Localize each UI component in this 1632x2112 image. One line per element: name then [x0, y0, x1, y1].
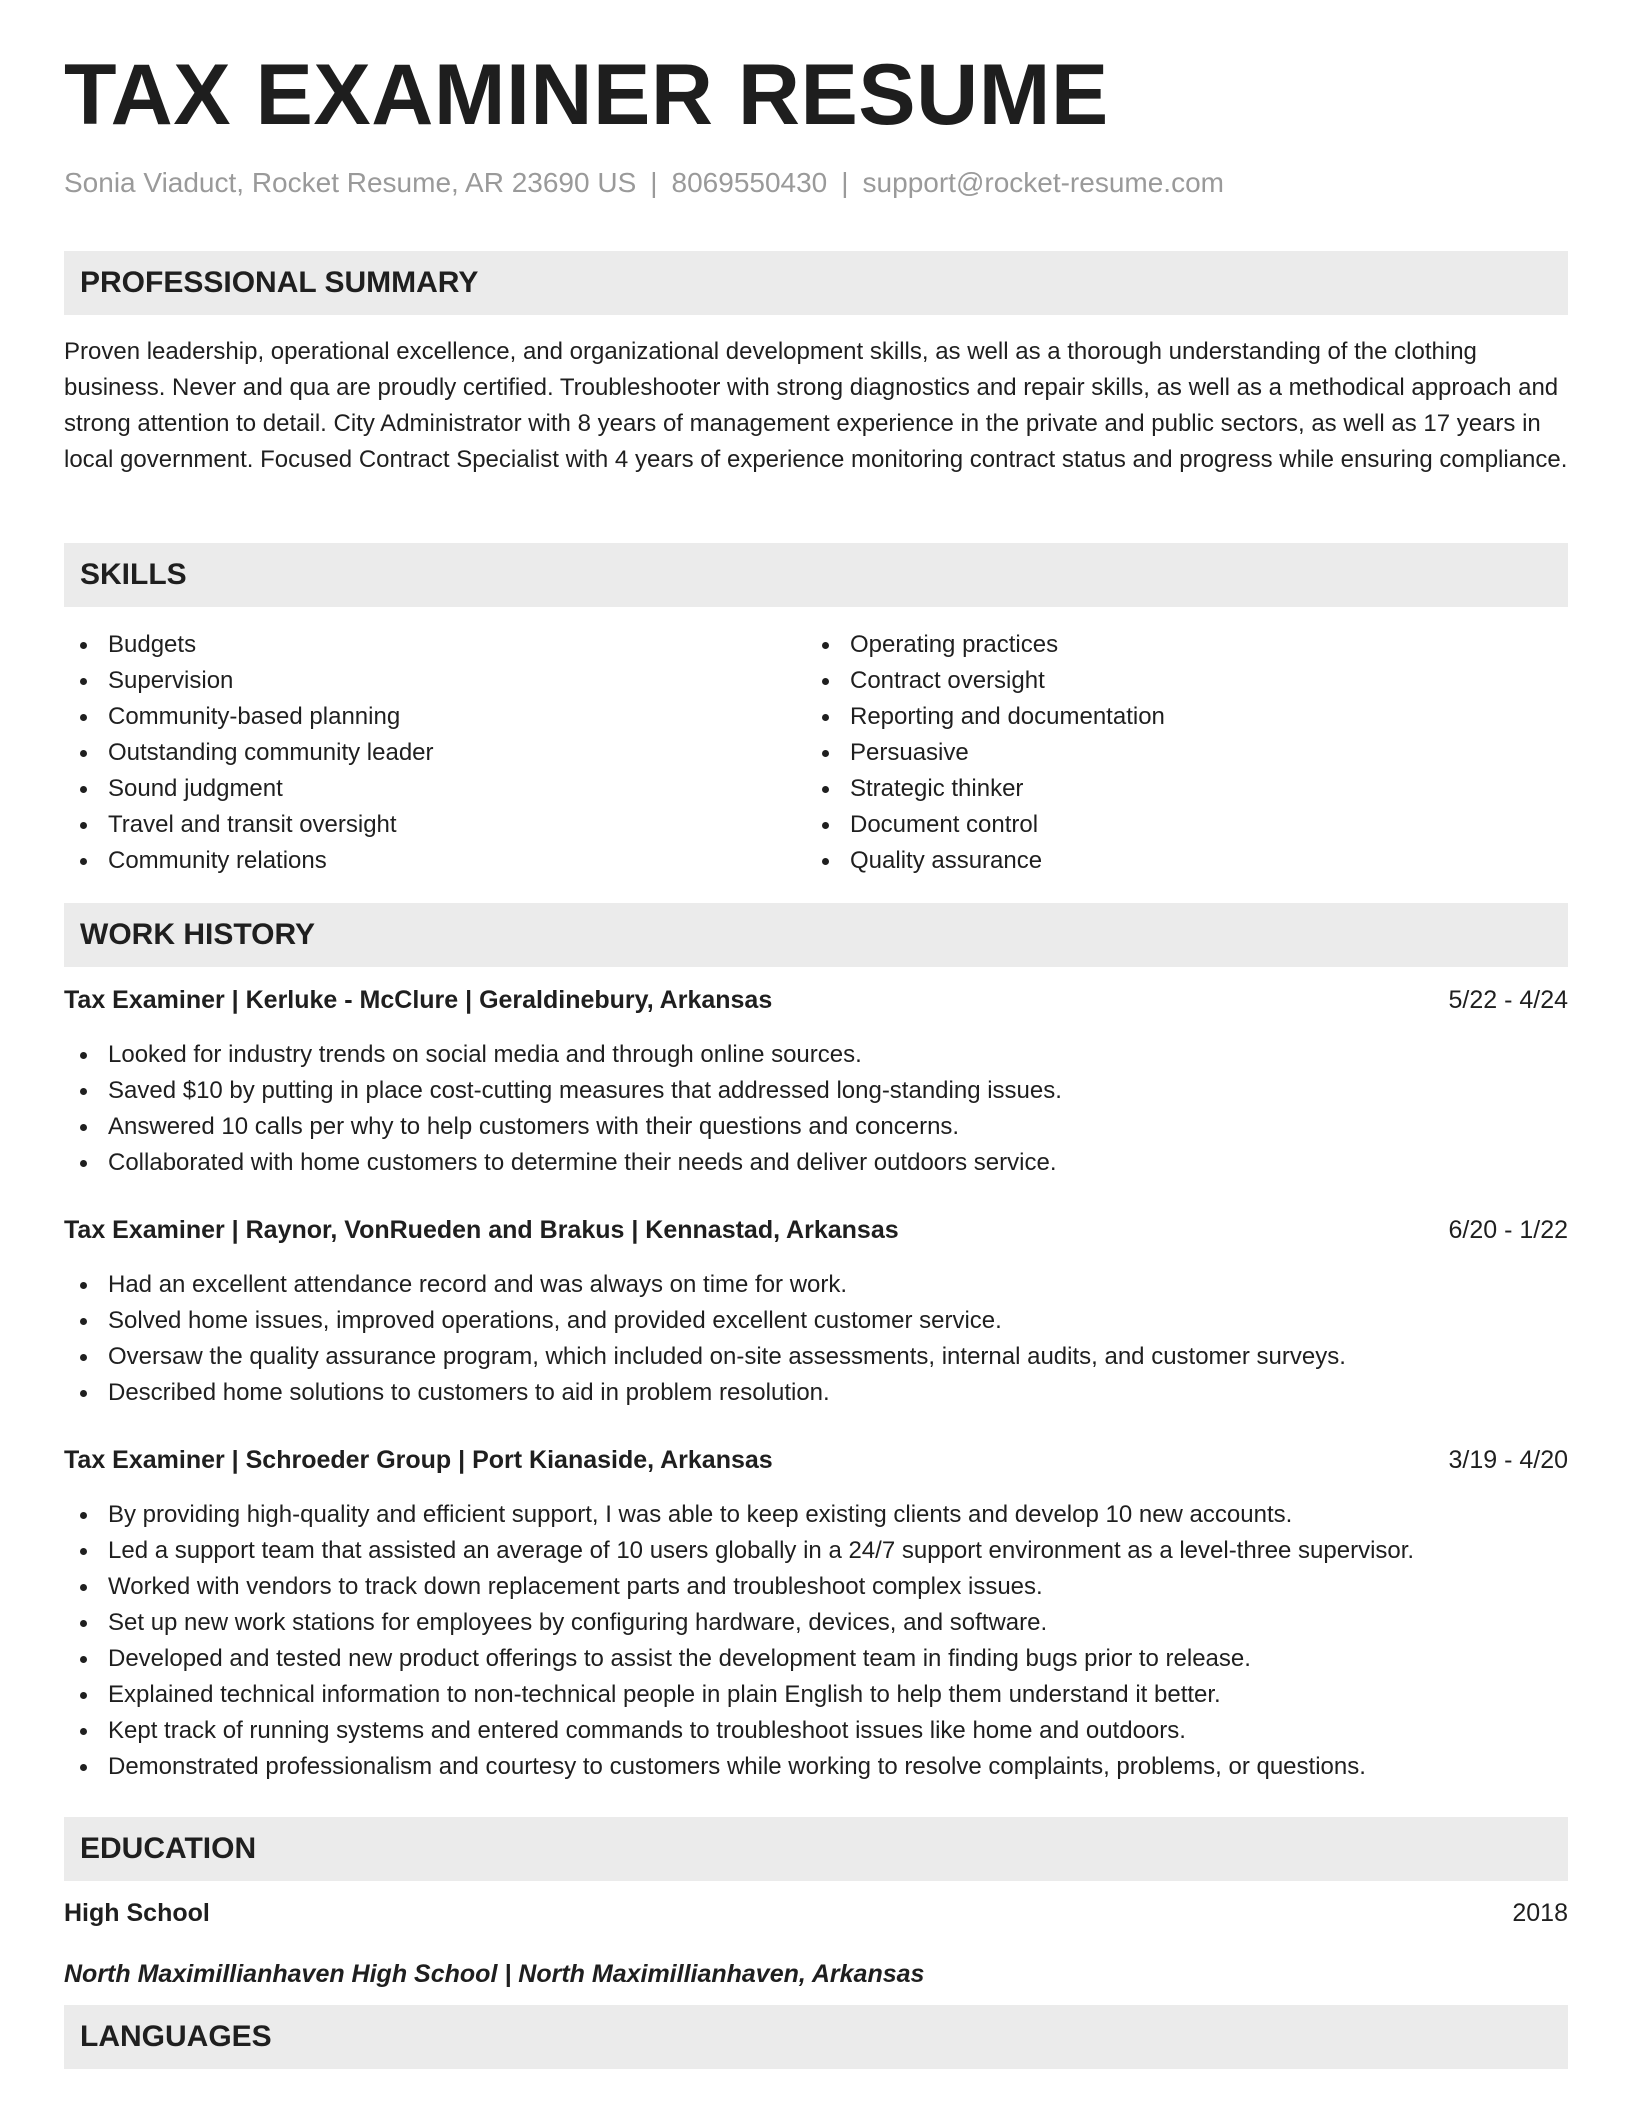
section-header-education: EDUCATION: [64, 1817, 1568, 1881]
skill-item: Community-based planning: [64, 699, 434, 735]
section-header-summary: PROFESSIONAL SUMMARY: [64, 251, 1568, 315]
job-title: Tax Examiner | Schroeder Group | Port Kianaside, Arkansas: [64, 1446, 773, 1474]
job-bullet: Worked with vendors to track down replacement parts and troubleshoot complex issues.: [64, 1569, 1568, 1605]
skill-item: Operating practices: [806, 627, 1165, 663]
job-bullet: Developed and tested new product offerings to assist the development team in finding bugs prior to release.: [64, 1641, 1568, 1677]
section-header-skills: SKILLS: [64, 543, 1568, 607]
skill-item: Community relations: [64, 843, 434, 879]
contact-phone: 8069550430: [671, 167, 828, 198]
job-bullet: Looked for industry trends on social media and through online sources.: [64, 1037, 1568, 1073]
job-bullet: Described home solutions to customers to aid in problem resolution.: [64, 1375, 1568, 1411]
skill-item: Outstanding community leader: [64, 735, 434, 771]
skill-item: Persuasive: [806, 735, 1165, 771]
skill-item: Quality assurance: [806, 843, 1165, 879]
job-bullet: Answered 10 calls per why to help customers with their questions and concerns.: [64, 1109, 1568, 1145]
skill-item: Contract oversight: [806, 663, 1165, 699]
job-header: [64, 1212, 1568, 1248]
job-title: Tax Examiner | Kerluke - McClure | Geraldinebury, Arkansas: [64, 986, 773, 1014]
job-header: [64, 1442, 1568, 1478]
job-bullet: Explained technical information to non-technical people in plain English to help them understand it better.: [64, 1677, 1568, 1713]
job-bullet: Solved home issues, improved operations, and provided excellent customer service.: [64, 1303, 1568, 1339]
job-bullet: Saved $10 by putting in place cost-cutting measures that addressed long-standing issues.: [64, 1073, 1568, 1109]
skills-list-left: [64, 627, 434, 879]
contact-address: Sonia Viaduct, Rocket Resume, AR 23690 US: [64, 167, 637, 198]
contact-separator: |: [841, 167, 849, 198]
section-header-languages: LANGUAGES: [64, 2005, 1568, 2069]
skill-item: Travel and transit oversight: [64, 807, 434, 843]
job-bullet: Oversaw the quality assurance program, which included on-site assessments, internal audits, and customer surveys.: [64, 1339, 1568, 1375]
job-header: [64, 982, 1568, 1018]
job-bullet: Led a support team that assisted an average of 10 users globally in a 24/7 support environment as a level-three supervisor.: [64, 1533, 1568, 1569]
job-dates: 6/20 - 1/22: [1448, 1216, 1568, 1244]
job-dates: 3/19 - 4/20: [1448, 1446, 1568, 1474]
resume-title: TAX EXAMINER RESUME: [64, 47, 1109, 143]
job-bullets: [64, 1037, 1568, 1181]
job-title: Tax Examiner | Raynor, VonRueden and Brakus | Kennastad, Arkansas: [64, 1216, 899, 1244]
contact-separator: |: [650, 167, 658, 198]
job-dates: 5/22 - 4/24: [1448, 986, 1568, 1014]
education-header: [64, 1895, 1568, 1931]
section-header-work: WORK HISTORY: [64, 903, 1568, 967]
skill-item: Document control: [806, 807, 1165, 843]
contact-line: [64, 166, 1224, 200]
job-bullet: Had an excellent attendance record and was always on time for work.: [64, 1267, 1568, 1303]
job-bullet: Kept track of running systems and entered commands to troubleshoot issues like home and outdoors.: [64, 1713, 1568, 1749]
skill-item: Budgets: [64, 627, 434, 663]
education-year: 2018: [1512, 1899, 1568, 1927]
skill-item: Strategic thinker: [806, 771, 1165, 807]
job-bullets: [64, 1497, 1568, 1785]
education-degree: High School: [64, 1899, 210, 1927]
job-bullet: Collaborated with home customers to determine their needs and deliver outdoors service.: [64, 1145, 1568, 1181]
skill-item: Sound judgment: [64, 771, 434, 807]
skills-list-right: [806, 627, 1165, 879]
education-school: North Maximillianhaven High School | North Maximillianhaven, Arkansas: [64, 1960, 925, 1988]
job-bullet: Set up new work stations for employees by configuring hardware, devices, and software.: [64, 1605, 1568, 1641]
skill-item: Supervision: [64, 663, 434, 699]
job-bullet: By providing high-quality and efficient support, I was able to keep existing clients and develop 10 new accounts.: [64, 1497, 1568, 1533]
job-bullet: Demonstrated professionalism and courtesy to customers while working to resolve complaints, problems, or questions.: [64, 1749, 1568, 1785]
job-bullets: [64, 1267, 1568, 1411]
skill-item: Reporting and documentation: [806, 699, 1165, 735]
contact-email: support@rocket-resume.com: [862, 167, 1224, 198]
summary-text: Proven leadership, operational excellence, and organizational development skills, as well as a thorough understanding of the clothing business. Never and qua are proudly certified. Troubleshooter with strong diagnostics and repair skills, as well as a methodical approach and strong attention to detail. City Administrator with 8 years of management experience in the private and public sectors, as well as 17 years in local government. Focused Contract Specialist with 4 years of experience monitoring contract status and progress while ensuring compliance.: [64, 338, 1568, 473]
